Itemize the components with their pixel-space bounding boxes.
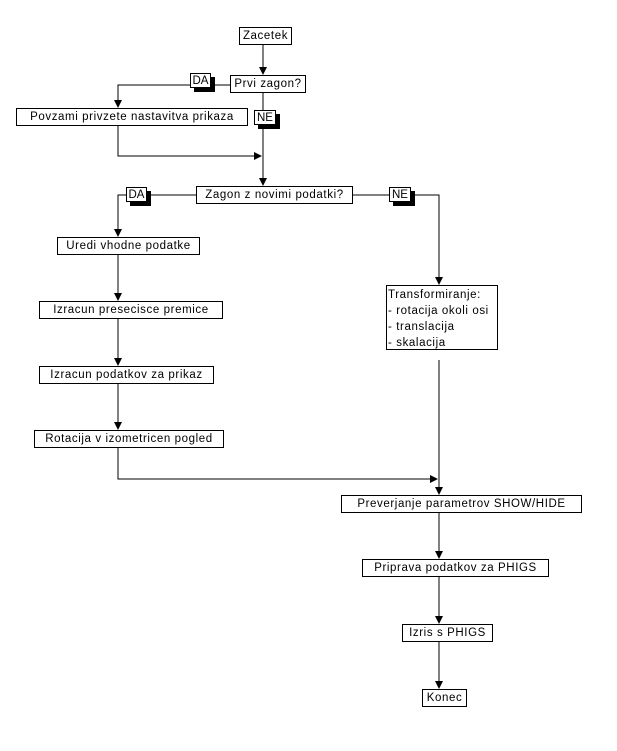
arrow-first-run-yes bbox=[118, 85, 231, 107]
first-run-yes-tag: DA bbox=[190, 73, 211, 88]
new-data-decision: Zagon z novimi podatki? bbox=[196, 186, 353, 204]
transform-item-translation: - translacija bbox=[388, 321, 455, 333]
draw-phigs-node: Izris s PHIGS bbox=[402, 624, 493, 642]
arrow-load-settings-to-merge bbox=[118, 125, 261, 156]
transform-item-rotation: - rotacija okoli osi bbox=[388, 305, 489, 317]
new-data-yes-tag: DA bbox=[126, 187, 147, 202]
calc-intersection-node: Izracun presecisce premice bbox=[39, 301, 223, 319]
first-run-no-tag: NE bbox=[254, 110, 276, 125]
check-params-node: Preverjanje parametrov SHOW/HIDE bbox=[341, 495, 582, 513]
prepare-phigs-node: Priprava podatkov za PHIGS bbox=[362, 559, 549, 577]
transform-item-scaling: - skalacija bbox=[388, 337, 446, 349]
end-node: Konec bbox=[422, 689, 467, 707]
rotate-iso-node: Rotacija v izometricen pogled bbox=[34, 430, 224, 448]
arrow-new-data-no bbox=[352, 195, 439, 284]
transform-title: Transformiranje: bbox=[388, 289, 481, 301]
edit-input-node: Uredi vhodne podatke bbox=[57, 237, 200, 255]
first-run-decision: Prvi zagon? bbox=[230, 75, 306, 93]
new-data-no-tag: NE bbox=[389, 187, 411, 202]
calc-display-node: Izracun podatkov za prikaz bbox=[39, 366, 214, 384]
arrow-rotate-to-merge bbox=[118, 447, 437, 479]
transform-node bbox=[386, 285, 498, 350]
load-settings-node: Povzami privzete nastavitva prikaza bbox=[16, 108, 248, 126]
start-node: Zacetek bbox=[239, 27, 292, 45]
